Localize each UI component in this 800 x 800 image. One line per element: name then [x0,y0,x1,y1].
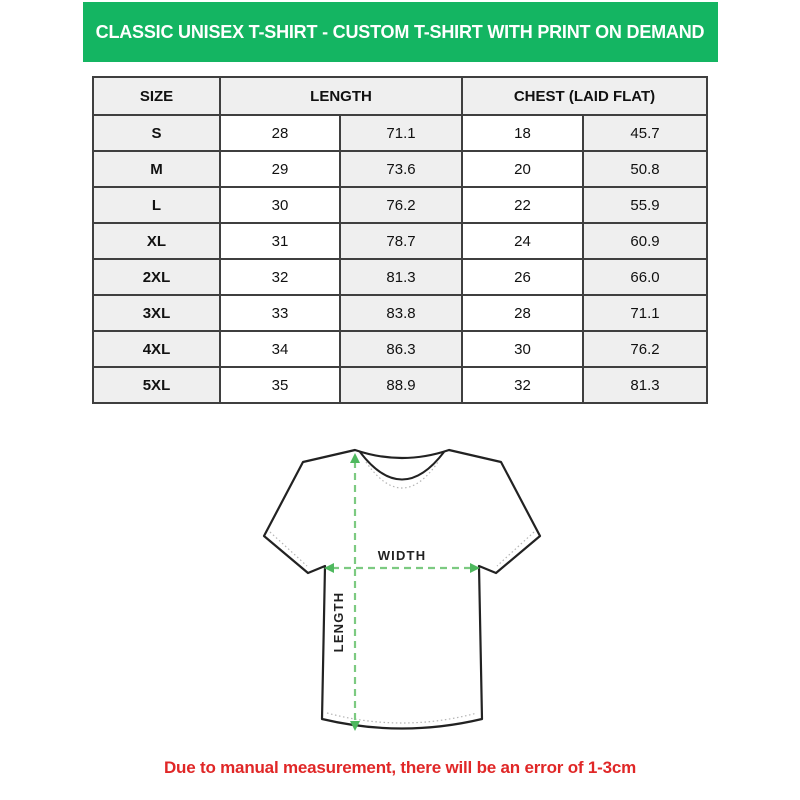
chest-in-cell: 26 [462,259,583,295]
tshirt-diagram [250,432,550,732]
tshirt-outline [264,450,540,729]
size-table [92,76,708,404]
table-row [93,223,707,259]
table-row [93,367,707,403]
size-cell: 2XL [93,259,220,295]
length-in-cell: 35 [220,367,340,403]
length-in-cell: 32 [220,259,340,295]
table-row [93,187,707,223]
length-in-cell: 28 [220,115,340,151]
chest-in-cell: 28 [462,295,583,331]
col-header-size: SIZE [93,77,220,115]
table-row [93,259,707,295]
length-in-cell: 34 [220,331,340,367]
table-header-row [93,77,707,115]
table-row [93,151,707,187]
table-row [93,331,707,367]
chest-cm-cell: 71.1 [583,295,707,331]
size-cell: S [93,115,220,151]
size-cell: 3XL [93,295,220,331]
chest-cm-cell: 60.9 [583,223,707,259]
length-cm-cell: 73.6 [340,151,462,187]
tshirt-illustration [250,432,550,732]
chest-cm-cell: 55.9 [583,187,707,223]
title-banner [83,2,718,62]
chest-in-cell: 22 [462,187,583,223]
chest-in-cell: 20 [462,151,583,187]
length-cm-cell: 81.3 [340,259,462,295]
length-cm-cell: 86.3 [340,331,462,367]
size-cell: 5XL [93,367,220,403]
page-title: CLASSIC UNISEX T-SHIRT - CUSTOM T-SHIRT WITH PRINT ON DEMAND [95,21,705,42]
length-in-cell: 33 [220,295,340,331]
length-cm-cell: 83.8 [340,295,462,331]
width-arrow-label: WIDTH [377,548,427,563]
chest-cm-cell: 50.8 [583,151,707,187]
col-header-chest: CHEST (LAID FLAT) [462,77,707,115]
chest-in-cell: 18 [462,115,583,151]
length-in-cell: 31 [220,223,340,259]
length-cm-cell: 88.9 [340,367,462,403]
length-cm-cell: 76.2 [340,187,462,223]
chest-cm-cell: 81.3 [583,367,707,403]
chest-cm-cell: 76.2 [583,331,707,367]
col-header-length: LENGTH [220,77,462,115]
table-row [93,115,707,151]
length-cm-cell: 78.7 [340,223,462,259]
chest-in-cell: 30 [462,331,583,367]
size-chart-page [0,2,800,800]
size-cell: M [93,151,220,187]
size-cell: XL [93,223,220,259]
length-arrow-label: LENGTH [331,591,346,653]
size-cell: L [93,187,220,223]
length-in-cell: 30 [220,187,340,223]
chest-in-cell: 24 [462,223,583,259]
chest-in-cell: 32 [462,367,583,403]
chest-cm-cell: 66.0 [583,259,707,295]
measurement-disclaimer: Due to manual measurement, there will be an error of 1-3cm [163,758,637,777]
length-in-cell: 29 [220,151,340,187]
length-cm-cell: 71.1 [340,115,462,151]
size-cell: 4XL [93,331,220,367]
chest-cm-cell: 45.7 [583,115,707,151]
table-row [93,295,707,331]
